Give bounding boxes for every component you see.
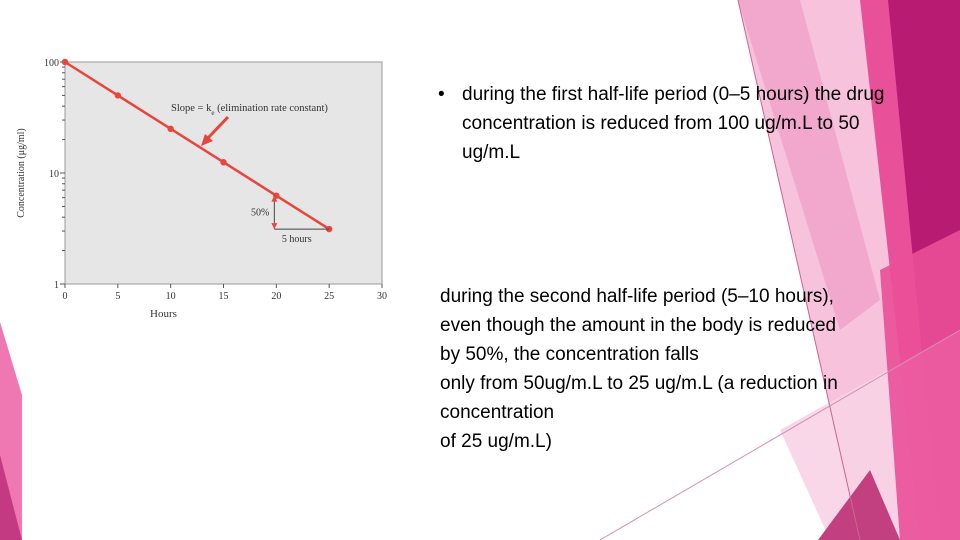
x-tick-label: 30 (377, 291, 387, 302)
interval-annotation: 5 hours (281, 234, 312, 246)
y-axis-label: Concentration (μg/ml) (16, 128, 27, 218)
y-tick-label: 1 (54, 280, 59, 291)
paragraph-line: even though the amount in the body is reduced (440, 315, 837, 336)
x-tick-label: 10 (165, 291, 176, 302)
bullet-text: during the first half-life period (0–5 hours) the drug concentration is reduced from 100 ug/m.L to 50 ug/m.L (462, 84, 885, 163)
paragraph-line: of 25 ug/m.L) (440, 431, 552, 452)
x-tick-label: 25 (324, 291, 335, 302)
x-tick-label: 5 (115, 291, 121, 302)
paragraph-line: only from 50ug/m.L to 25 ug/m.L (a reduction in (440, 373, 838, 394)
bullet-marker: • (438, 84, 445, 105)
x-tick-label: 20 (271, 291, 282, 302)
bullet-text-block (438, 80, 908, 167)
data-point (220, 159, 226, 165)
paragraph-line: by 50%, the concentration falls (440, 344, 699, 365)
slope-annotation: Slope = $k_e$ (elimination rate constant) (171, 103, 328, 117)
y-tick-label: 10 (49, 169, 59, 180)
data-point (62, 59, 68, 65)
concentration-chart (0, 40, 400, 330)
paragraph-line: during the second half-life period (5–10 hours), (440, 286, 834, 307)
x-axis-label: Hours (150, 308, 177, 320)
x-tick-label: 0 (62, 291, 68, 302)
data-point (115, 92, 121, 98)
y-tick-label: 100 (44, 58, 59, 69)
percent-annotation: 50% (250, 207, 270, 219)
paragraph-text-block (440, 282, 920, 456)
paragraph-line: concentration (440, 402, 555, 423)
plot-area (65, 62, 382, 284)
x-tick-label: 15 (218, 291, 229, 302)
data-point (167, 126, 173, 132)
